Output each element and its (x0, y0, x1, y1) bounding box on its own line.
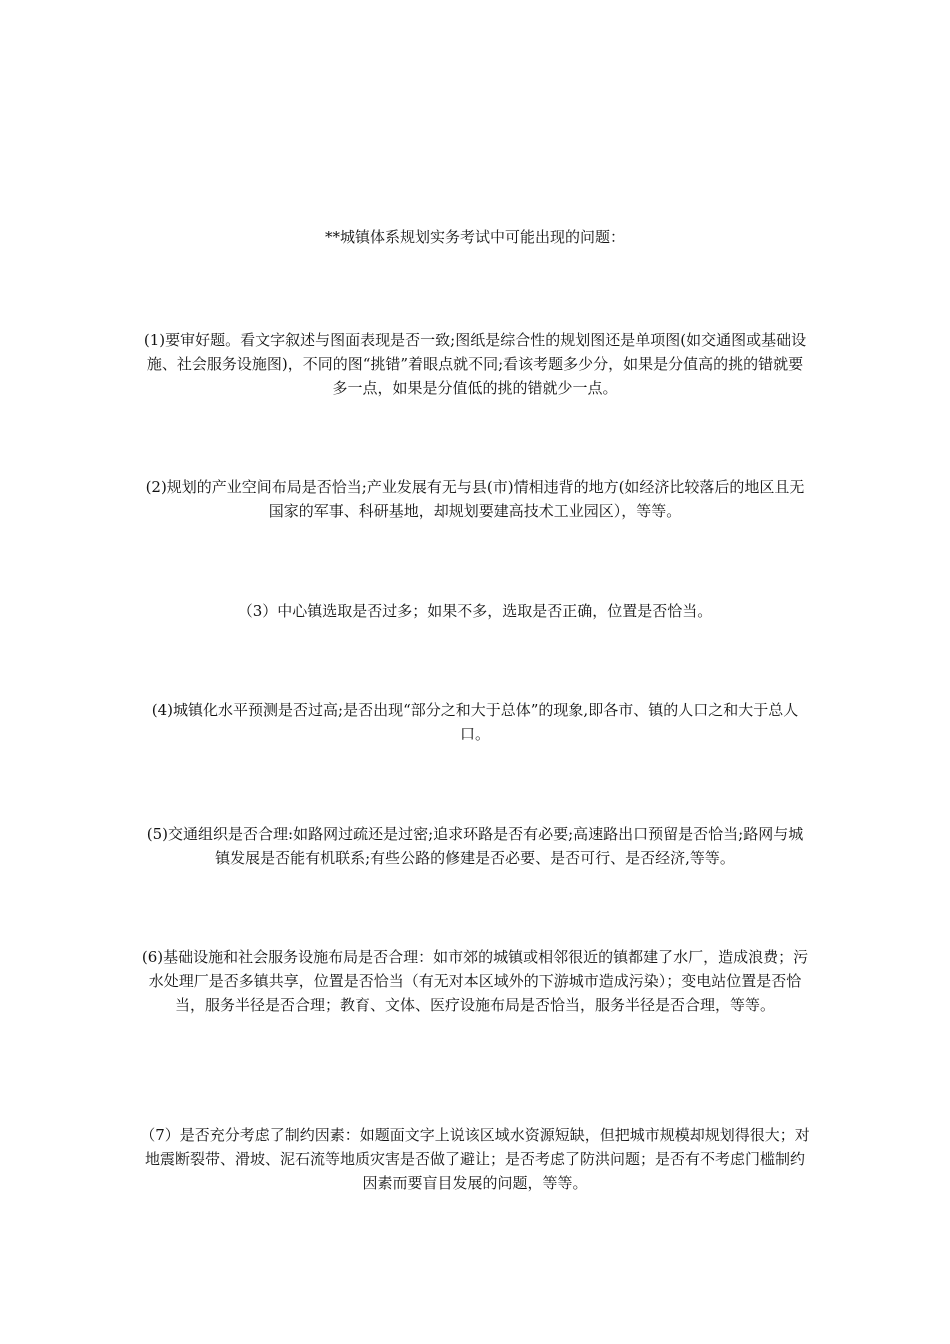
paragraph-5: (5)交通组织是否合理:如路网过疏还是过密;追求环路是否有必要;高速路出口预留是否恰当;路网与城镇发展是否能有机联系;有些公路的修建是否必要、是否可行、是否经济,等等。 (146, 825, 804, 867)
document-title: **城镇体系规划实务考试中可能出现的问题： (324, 228, 625, 246)
paragraph-3: （3）中心镇选取是否过多；如果不多，选取是否正确，位置是否恰当。 (237, 602, 713, 620)
paragraph-2: (2)规划的产业空间布局是否恰当;产业发展有无与县(市)情相违背的地方(如经济比较落后的地区且无国家的军事、科研基地，却规划要建高技术工业园区），等等。 (145, 478, 805, 520)
paragraph-4: (4)城镇化水平预测是否过高;是否出现“部分之和大于总体”的现象,即各市、镇的人口之和大于总人口。 (151, 701, 799, 743)
paragraph-6: (6)基础设施和社会服务设施布局是否合理：如市郊的城镇或相邻很近的镇都建了水厂，造成浪费；污水处理厂是否多镇共享，位置是否恰当（有无对本区域外的下游城市造成污染）；变电站位置是否恰当，服务半径是否合理；教育、文体、医疗设施布局是否恰当，服务半径是否合理，等等。 (141, 948, 809, 1014)
paragraph-1: (1)要审好题。看文字叙述与图面表现是否一致;图纸是综合性的规划图还是单项图(如交通图或基础设施、社会服务设施图)，不同的图“挑错”着眼点就不同;看该考题多少分，如果是分值高的挑的错就要多一点，如果是分值低的挑的错就少一点。 (143, 331, 807, 397)
paragraph-7: （7）是否充分考虑了制约因素：如题面文字上说该区域水资源短缺，但把城市规模却规划得很大；对地震断裂带、滑坡、泥石流等地质灾害是否做了避让；是否考虑了防洪问题；是否有不考虑门槛制约因素而要盲目发展的问题，等等。 (140, 1126, 810, 1192)
